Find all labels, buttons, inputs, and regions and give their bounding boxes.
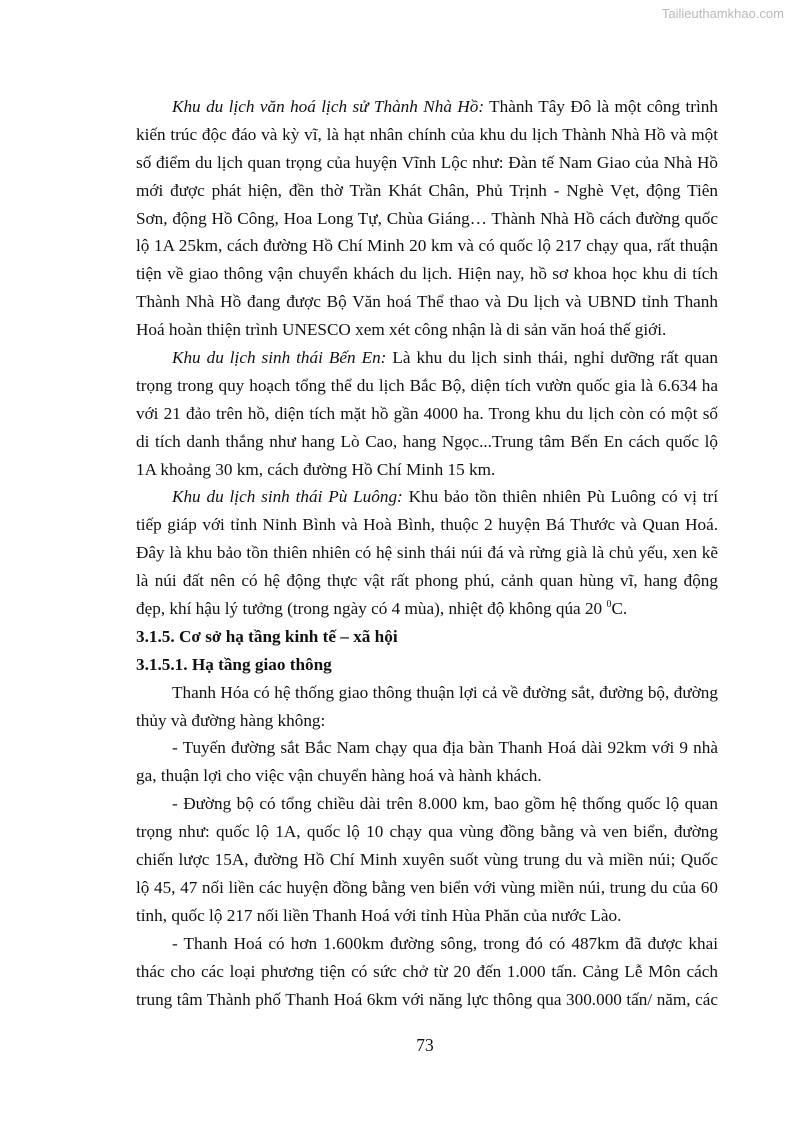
text-line: tiện về giao thông vận chuyển khách du lịch. Hiện nay, hồ sơ khoa học khu di tích [136, 264, 718, 284]
text: Thành Tây Đô là một công trình [484, 97, 718, 116]
text-line: trọng như: quốc lộ 1A, quốc lộ 10 chạy qua vùng đồng bằng và ven biển, đường [136, 822, 718, 842]
text-line [136, 595, 718, 623]
text-line: số điểm du lịch quan trọng của huyện Vĩnh Lộc như: Đàn tế Nam Giao của Nhà Hồ [136, 152, 718, 172]
paragraph-lead: Khu du lịch sinh thái Pù Luông: [172, 487, 403, 507]
text-line: ga, thuận lợi cho việc vận chuyển hàng hoá và hành khách. [136, 766, 542, 786]
paragraph-roads [136, 790, 718, 929]
paragraph-railway [136, 734, 718, 790]
text-line: - Tuyến đường sắt Bắc Nam chạy qua địa bàn Thanh Hoá dài 92km với 9 nhà [172, 738, 718, 758]
section-heading: 3.1.5. Cơ sở hạ tầng kinh tế – xã hội [136, 626, 398, 646]
paragraph-intro [136, 679, 718, 735]
paragraph-pu-luong [136, 483, 718, 622]
text-line: tỉnh, quốc lộ 217 nối liền Thanh Hoá với tỉnh Hùa Phăn của nước Lào. [136, 905, 622, 925]
text-line: thủy và đường hàng không: [136, 710, 326, 730]
text-line: Đây là khu bảo tồn thiên nhiên có hệ sinh thái núi đá và rừng già là chủ yếu, xen kẽ [136, 543, 718, 563]
text-line: - Đường bộ có tổng chiều dài trên 8.000 km, bao gồm hệ thống quốc lộ quan [172, 794, 718, 814]
text-line: tiếp giáp với tỉnh Ninh Bình và Hoà Bình, thuộc 2 huyện Bá Thước và Quan Hoá. [136, 515, 718, 535]
paragraph-thanh-nha-ho [136, 93, 718, 344]
text-line: lộ 1A 25km, cách đường Hồ Chí Minh 20 km và có quốc lộ 217 chạy qua, rất thuận [136, 236, 718, 256]
page-number: 73 [416, 1035, 434, 1055]
text-line: - Thanh Hoá có hơn 1.600km đường sông, trong đó có 487km đã được khai [172, 933, 718, 953]
text-line: Sơn, động Hồ Công, Hoa Long Tự, Chùa Giáng… Thành Nhà Hồ cách đường quốc [136, 208, 718, 228]
text-line [136, 483, 718, 511]
text-line: với 21 đảo trên hồ, diện tích mặt hồ gần 4000 ha. Trong khu du lịch còn có một số [136, 403, 718, 423]
text-line: mới được phát hiện, đền thờ Trần Khát Chân, Phủ Trịnh - Nghè Vẹt, động Tiên [136, 180, 718, 200]
text: đẹp, khí hậu lý tưởng (trong ngày có 4 mùa), nhiệt độ không qúa 20 [136, 599, 607, 619]
text-line [136, 344, 718, 372]
text-line: trọng trong quy hoạch tổng thể du lịch Bắc Bộ, diện tích vườn quốc gia là 6.634 ha [136, 375, 718, 395]
text: Là khu du lịch sinh thái, nghỉ dưỡng rất quan [386, 348, 718, 368]
document-body [136, 93, 718, 1013]
text-line: chiến lược 15A, đường Hồ Chí Minh xuyên suốt vùng trung du và miền núi; Quốc [136, 850, 718, 870]
watermark: Tailieuthamkhao.com [661, 6, 784, 21]
text-line: trung tâm Thành phố Thanh Hoá 6km với năng lực thông qua 300.000 tấn/ năm, các [136, 989, 718, 1009]
paragraph-lead: Khu du lịch văn hoá lịch sử Thành Nhà Hồ: [172, 97, 485, 116]
text-line: Thành Nhà Hồ đang được Bộ Văn hoá Thể thao và Du lịch và UBND tỉnh Thanh [136, 292, 718, 312]
subsection-heading: 3.1.5.1. Hạ tầng giao thông [136, 654, 332, 674]
text-line: Thanh Hóa có hệ thống giao thông thuận lợi cả về đường sắt, đường bộ, đường [172, 682, 718, 702]
text-line: di tích danh thắng như hang Lò Cao, hang Ngọc...Trung tâm Bến En cách quốc lộ [136, 431, 718, 451]
text-line: 1A khoảng 30 km, cách đường Hồ Chí Minh 15 km. [136, 459, 496, 479]
text: Khu bảo tồn thiên nhiên Pù Luông có vị trí [402, 487, 718, 507]
paragraph-waterways [136, 930, 718, 1014]
text-line: kiến trúc độc đáo và kỳ vĩ, là hạt nhân chính của khu du lịch Thành Nhà Hồ và một [136, 124, 718, 144]
text-line: lộ 45, 47 nối liền các huyện đồng bằng ven biển với vùng miền núi, trung du của 60 [136, 877, 718, 897]
text-line: thác cho các loại phương tiện có sức chở từ 20 đến 1.000 tấn. Cảng Lễ Môn cách [136, 961, 718, 981]
text-line: là núi đất nên có hệ động thực vật rất phong phú, cảnh quan hùng vĩ, hang động [136, 571, 718, 591]
paragraph-lead: Khu du lịch sinh thái Bến En: [172, 348, 387, 368]
text-line [136, 93, 718, 121]
superscript: 0 [606, 599, 612, 611]
text: C. [611, 599, 628, 619]
paragraph-ben-en [136, 344, 718, 483]
text-line: Hoá hoàn thiện trình UNESCO xem xét công nhận là di sản văn hoá thế giới. [136, 320, 667, 340]
